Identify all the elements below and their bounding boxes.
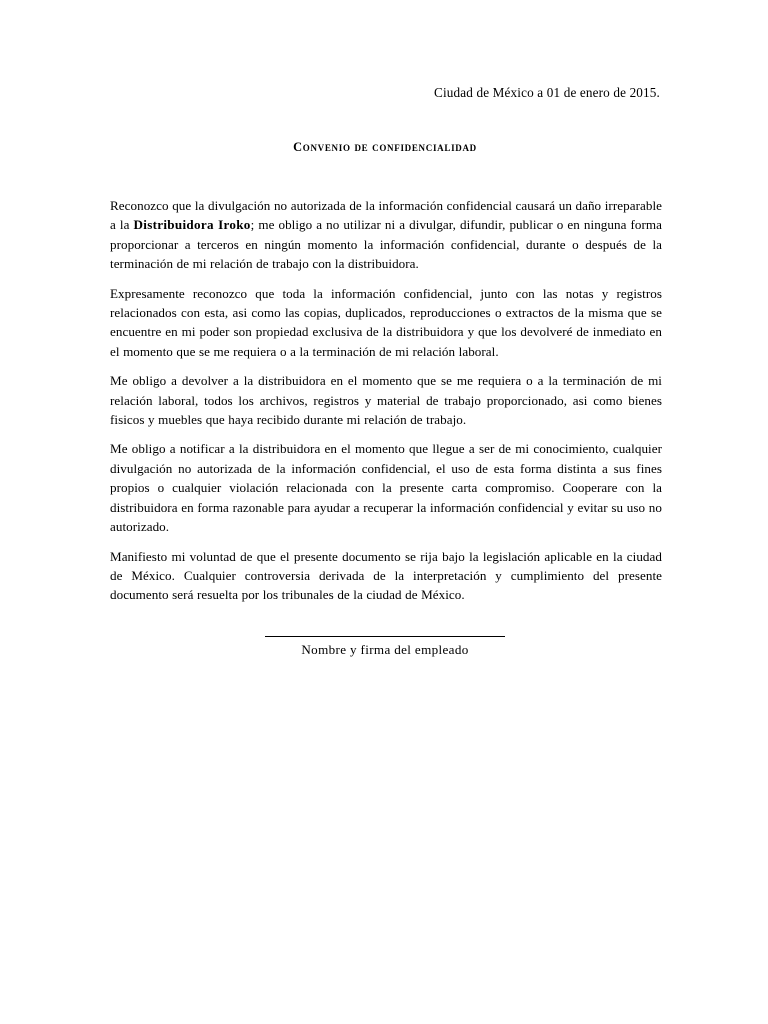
paragraph <box>110 196 662 274</box>
signature-line <box>265 636 505 637</box>
paragraph <box>110 284 662 362</box>
body-text: ; me obligo a no utilizar ni a divulgar, difundir, publicar o en ninguna forma proporcionar a terceros en ningún momento la información confidencial, durante o después de la terminación de mi relación de trabajo con la distribuidora. <box>110 217 662 272</box>
document-body <box>110 196 662 605</box>
body-text: Expresamente reconozco que toda la información confidencial, junto con las notas y registros relacionados con esta, asi como las copias, duplicados, reproducciones o extractos de la misma que se encuentre en mi poder son propiedad exclusiva de la distribuidora y que los devolveré de inmediato en el momento que se me requiera o a la terminación de mi relación laboral. <box>110 285 662 359</box>
paragraph <box>110 439 662 536</box>
body-text: Me obligo a notificar a la distribuidora en el momento que llegue a ser de mi conocimiento, cualquier divulgación no autorizada de la información confidencial, el uso de esta forma distinta a sus fines propios o cualquier violación relacionada con la presente carta compromiso. Cooperare con la distribuidora en forma razonable para ayudar a recuperar la información confidencial y evitar su uso no autorizado. <box>110 441 662 535</box>
date-line: Ciudad de México a 01 de enero de 2015. <box>434 85 660 100</box>
body-text: Me obligo a devolver a la distribuidora en el momento que se me requiera o a la terminación de mi relación laboral, todos los archivos, registros y material de trabajo proporcionado, asi como bienes fisicos y muebles que haya recibido durante mi relación de trabajo. <box>110 373 662 428</box>
body-text: Manifiesto mi voluntad de que el presente documento se rija bajo la legislación aplicable en la ciudad de México. Cualquier controversia derivada de la interpretación y cumplimiento del presente documento será resuelta por los tribunales de la ciudad de México. <box>110 548 662 603</box>
emphasis-text: Distribuidora Iroko <box>133 217 251 233</box>
document-title: Convenio de confidencialidad <box>293 140 477 154</box>
signature-caption: Nombre y firma del empleado <box>301 642 469 657</box>
paragraph <box>110 371 662 429</box>
signature-block <box>265 636 505 659</box>
body-text: Reconozco que la divulgación no autorizada de la información confidencial causará un daño irreparable a la <box>110 198 662 233</box>
paragraph <box>110 547 662 605</box>
